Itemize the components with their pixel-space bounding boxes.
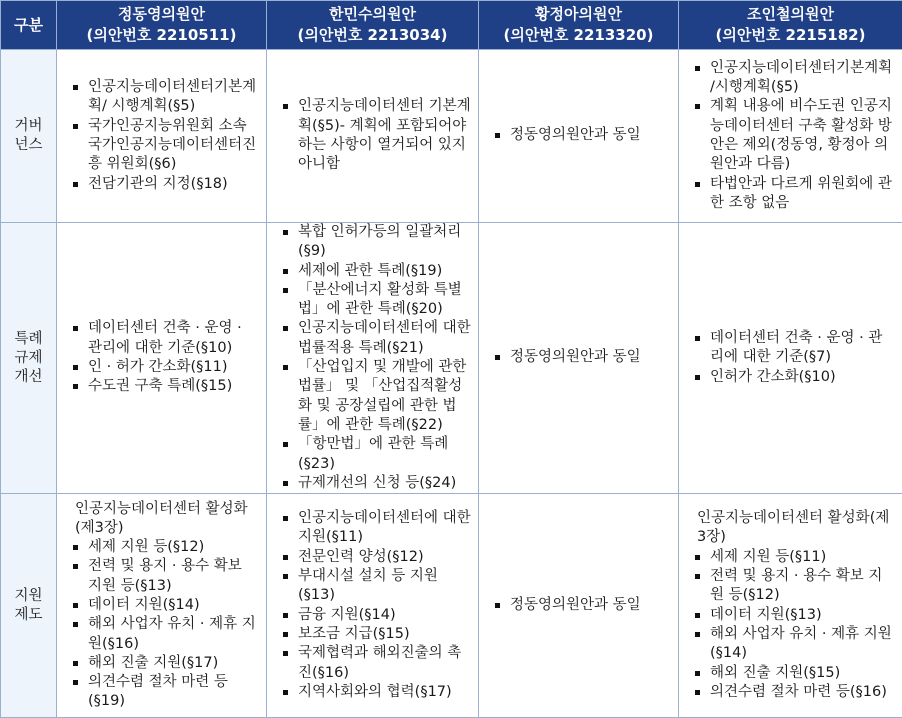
list-item: 정동영의원안과 동일: [493, 126, 672, 145]
bill-name: 정동영의원안: [118, 5, 205, 23]
provision-list: [693, 59, 896, 213]
list-item: 수도권 구축 특례(§15): [71, 377, 260, 396]
bill-name: 황정아의원안: [535, 5, 622, 23]
list-item: 규제개선의 신청 등(§24): [281, 474, 472, 493]
list-item: 인공지능데이터센터기본계획/ 시행계획(§5): [71, 78, 260, 117]
content-cell-bill-3: [479, 50, 679, 223]
list-item: 의견수렴 절차 마련 등(§19): [71, 673, 260, 712]
provision-list: [281, 223, 472, 493]
table-body: [1, 50, 902, 718]
table-row-governance: [1, 50, 902, 223]
table-row-regulatory-special: [1, 223, 902, 494]
provision-list: [281, 97, 472, 174]
list-item: 인 · 허가 간소화(§11): [71, 358, 260, 377]
header-bill-3: [479, 1, 679, 50]
category-label: 거버 넌스: [14, 118, 42, 153]
content-cell-bill-2: [267, 223, 479, 494]
list-item: 데이터 지원(§14): [71, 596, 260, 615]
list-item: 의견수렴 절차 마련 등(§16): [693, 683, 896, 702]
list-item: 지역사회와의 협력(§17): [281, 683, 472, 702]
list-item: 인공지능데이터센터 기본계획(§5)- 계획에 포함되어야 하는 사항이 열거되어 있지 아니함: [281, 97, 472, 174]
list-item: 전문인력 양성(§12): [281, 548, 472, 567]
list-item: 정동영의원안과 동일: [493, 348, 672, 367]
provision-list: [693, 548, 896, 702]
bill-number: (의안번호 2213320): [479, 25, 678, 46]
list-item: 데이터센터 건축 · 운영 · 관리에 대한 기준(§10): [71, 319, 260, 358]
list-item: 계획 내용에 비수도권 인공지능데이터센터 구축 활성화 방안은 제외(정동영, 황정아 의원안과 다름): [693, 97, 896, 174]
provision-list: [281, 509, 472, 702]
list-item: 해외 진출 지원(§17): [71, 654, 260, 673]
list-item: 해외 사업자 유치 · 제휴 지원(§14): [693, 625, 896, 664]
list-item: 인공지능데이터센터에 대한 법률적용 특례(§21): [281, 319, 472, 358]
provision-list: [71, 538, 260, 712]
list-item: 세제 지원 등(§12): [71, 538, 260, 557]
list-item: 금융 지원(§14): [281, 606, 472, 625]
provision-list: [693, 329, 896, 387]
list-item: 데이터센터 건축 · 운영 · 관리에 대한 기준(§7): [693, 329, 896, 368]
list-item: 데이터 지원(§13): [693, 606, 896, 625]
list-item: 해외 사업자 유치 · 제휴 지원(§16): [71, 615, 260, 654]
bill-number: (의안번호 2213034): [267, 25, 478, 46]
content-cell-bill-2: [267, 494, 479, 718]
bill-name: 조인철의원안: [747, 5, 834, 23]
header-bill-1: [57, 1, 267, 50]
provision-list: [493, 596, 672, 615]
provision-list: [71, 319, 260, 396]
content-cell-bill-3: [479, 494, 679, 718]
list-item: 정동영의원안과 동일: [493, 596, 672, 615]
list-item: 국가인공지능위원회 소속 국가인공지능데이터센터진흥 위원회(§6): [71, 117, 260, 175]
list-item: 「분산에너지 활성화 특별법」에 관한 특례(§20): [281, 281, 472, 320]
header-row: [1, 1, 902, 50]
list-item: 부대시설 설치 등 지원(§13): [281, 567, 472, 606]
content-cell-bill-4: [679, 50, 902, 223]
provision-list: [493, 348, 672, 367]
content-cell-bill-1: [57, 494, 267, 718]
provision-list: [71, 78, 260, 194]
provision-list: [493, 126, 672, 145]
list-item: 세제 지원 등(§11): [693, 548, 896, 567]
list-item: 국제협력과 해외진출의 촉진(§16): [281, 644, 472, 683]
content-cell-bill-4: [679, 223, 902, 494]
list-item: 인허가 간소화(§10): [693, 368, 896, 387]
list-item: 전력 및 용지 · 용수 확보 지원 등(§12): [693, 567, 896, 606]
content-cell-bill-1: [57, 223, 267, 494]
list-item: 타법안과 다르게 위원회에 관한 조항 없음: [693, 175, 896, 214]
list-item: 세제에 관한 특례(§19): [281, 262, 472, 281]
section-intro: 인공지능데이터센터 활성화(제3장): [693, 509, 896, 548]
bill-number: (의안번호 2215182): [679, 25, 902, 46]
category-cell: [1, 223, 57, 494]
list-item: 해외 진출 지원(§15): [693, 664, 896, 683]
list-item: 보조금 지급(§15): [281, 625, 472, 644]
list-item: 전력 및 용지 · 용수 확보 지원 등(§13): [71, 557, 260, 596]
list-item: 인공지능데이터센터기본계획 /시행계획(§5): [693, 59, 896, 98]
list-item: 복합 인허가등의 일괄처리(§9): [281, 223, 472, 262]
list-item: 「산업입지 및 개발에 관한 법률」 및 「산업집적활성화 및 공장설립에 관한 법률」에 관한 특례(§22): [281, 358, 472, 435]
category-cell: [1, 50, 57, 223]
list-item: 「항만법」에 관한 특례(§23): [281, 435, 472, 474]
category-label: 지원 제도: [14, 588, 42, 623]
content-cell-bill-4: [679, 494, 902, 718]
header-bill-4: [679, 1, 902, 50]
content-cell-bill-1: [57, 50, 267, 223]
bill-name: 한민수의원안: [329, 5, 416, 23]
bill-number: (의안번호 2210511): [57, 25, 266, 46]
category-cell: [1, 494, 57, 718]
content-cell-bill-2: [267, 50, 479, 223]
table-row-support-system: [1, 494, 902, 718]
header-category: 구분: [1, 1, 57, 50]
list-item: 인공지능데이터센터에 대한 지원(§11): [281, 509, 472, 548]
category-label: 특례 규제 개선: [14, 331, 42, 385]
content-cell-bill-3: [479, 223, 679, 494]
section-intro: 인공지능데이터센터 활성화(제3장): [71, 500, 260, 539]
list-item: 전담기관의 지정(§18): [71, 175, 260, 194]
header-bill-2: [267, 1, 479, 50]
